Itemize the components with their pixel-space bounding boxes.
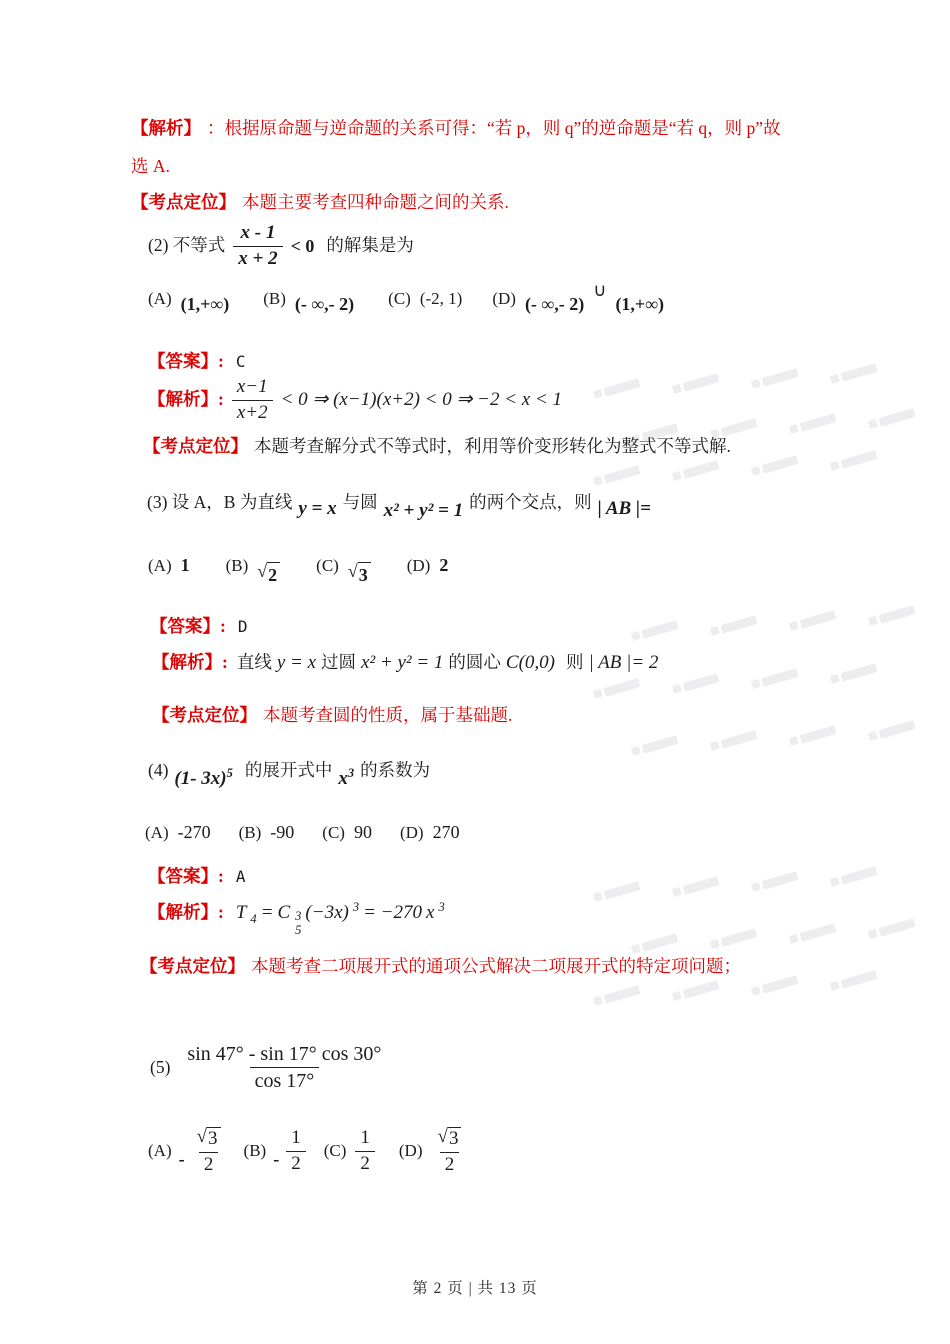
q4-options bbox=[145, 820, 460, 845]
analysis-tag: 【解析】 bbox=[131, 118, 201, 138]
option-a: (A) 1 bbox=[148, 555, 190, 575]
q3-answer-line bbox=[150, 615, 247, 639]
analysis-tag: 【解析】: bbox=[152, 652, 228, 672]
q4-stem-tail: 的系数为 bbox=[360, 760, 431, 780]
q4-stem-no: (4) bbox=[148, 760, 169, 780]
answer-tag: 【答案】: bbox=[148, 866, 224, 886]
q4-keypoint-line bbox=[140, 955, 741, 979]
keypoint-tag: 【考点定位】 bbox=[131, 192, 236, 212]
option-d: (D) (- ∞,- 2) ∪ (1,+∞) bbox=[492, 280, 665, 314]
q3-stem bbox=[147, 490, 651, 521]
option-b: (B) (- ∞,- 2) bbox=[263, 289, 355, 314]
answer-tag: 【答案】: bbox=[150, 616, 226, 636]
q2-stem-tail: 的解集是为 bbox=[326, 235, 414, 256]
fraction: $\frac{1}{2}$ bbox=[355, 1127, 375, 1176]
q2-stem-fraction: $\frac{x - 1}{x + 2}$ bbox=[233, 222, 282, 271]
q3-stem-math1: y = x bbox=[298, 498, 337, 519]
option-c: (C) (-2, 1) bbox=[388, 289, 463, 308]
sqrt-expression: √ 3 bbox=[348, 562, 371, 587]
keypoint-tag: 【考点定位】 bbox=[152, 705, 257, 725]
fraction: $\frac{1}{2}$ bbox=[286, 1127, 306, 1176]
q3-analysis-math2: x² + y² = 1 bbox=[361, 652, 444, 673]
q5-stem bbox=[150, 1042, 386, 1093]
q4-answer-line bbox=[148, 865, 245, 889]
radical-sign: √ bbox=[437, 1126, 448, 1147]
q3-options bbox=[148, 553, 449, 585]
option-b: (B) √ 2 bbox=[226, 555, 281, 581]
radical-sign: √ bbox=[257, 561, 268, 581]
keypoint-tag: 【考点定位】 bbox=[143, 436, 248, 456]
q4-stem-mid: 的展开式中 bbox=[244, 760, 333, 780]
option-a: (A) -270 bbox=[145, 822, 211, 842]
q2-stem-pre: (2) 不等式 bbox=[148, 235, 226, 256]
q2-stem-relation: < 0 bbox=[290, 236, 315, 257]
q2-analysis-fraction: $\frac{x-1}{x+2}$ bbox=[232, 376, 273, 425]
q1-keypoint-text: 本题主要考查四种命题之间的关系. bbox=[242, 192, 509, 212]
q4-stem bbox=[148, 758, 431, 789]
q4-keypoint-text: 本题考查二项展开式的通项公式解决二项展开式的特定项问题； bbox=[251, 956, 741, 976]
analysis-tag: 【解析】: bbox=[148, 389, 224, 410]
option-c: (C) $\frac{1}{2}$ bbox=[324, 1127, 375, 1176]
q4-stem-math1: (1- 3x)$^5$ bbox=[174, 766, 233, 789]
q3-keypoint-text: 本题考查圆的性质，属于基础题. bbox=[263, 705, 513, 725]
sqrt-expression: √ 2 bbox=[257, 562, 280, 587]
q3-keypoint-line bbox=[152, 704, 512, 728]
q4-analysis-line: 【解析】: T 4 = C 3 5 (−3x) 3 = −270 x 3 bbox=[148, 900, 445, 937]
union-symbol: ∪ bbox=[593, 280, 607, 300]
subscript: 4 bbox=[250, 912, 257, 926]
q2-analysis-line bbox=[148, 376, 562, 425]
exponent: 3 bbox=[347, 766, 355, 780]
q5-stem-no: (5) bbox=[150, 1056, 171, 1077]
q1-analysis-line2 bbox=[131, 155, 170, 179]
q3-answer-value: D bbox=[237, 617, 248, 636]
q3-analysis-math4: | AB |= 2 bbox=[588, 652, 659, 673]
sqrt-expression: √ 3 bbox=[197, 1127, 221, 1151]
option-a: (A) - √ 3 2 bbox=[148, 1126, 226, 1177]
q2-stem bbox=[148, 222, 414, 271]
q4-stem-math2: $x^3$ bbox=[338, 766, 355, 789]
fraction: √ 3 2 bbox=[433, 1126, 467, 1177]
option-b: (B) -90 bbox=[238, 822, 295, 842]
option-d: (D) √ 3 2 bbox=[399, 1126, 467, 1177]
q3-stem-pre: (3) 设 A，B 为直线 bbox=[147, 492, 293, 512]
q3-stem-math2: x² + y² = 1 bbox=[383, 500, 464, 521]
page-number-footer: 第 2 页 | 共 13 页 bbox=[412, 1280, 538, 1297]
q3-analysis-math3: C(0,0) bbox=[505, 652, 555, 673]
q1-analysis-line1 bbox=[131, 117, 781, 141]
q2-answer-line bbox=[148, 350, 245, 374]
radical-sign: √ bbox=[196, 1126, 208, 1147]
option-a: (A) (1,+∞) bbox=[148, 289, 230, 314]
q3-analysis-math1: y = x bbox=[276, 652, 317, 673]
sqrt-expression: √ 3 bbox=[438, 1127, 462, 1151]
minus-sign: - bbox=[178, 1149, 185, 1170]
fraction: √ 3 2 bbox=[192, 1126, 226, 1177]
q2-answer-value: C bbox=[235, 352, 246, 371]
q5-options bbox=[148, 1126, 466, 1177]
analysis-tag: 【解析】: bbox=[148, 902, 224, 922]
option-c: (C) 90 bbox=[322, 822, 372, 842]
q2-options bbox=[148, 280, 665, 314]
keypoint-tag: 【考点定位】 bbox=[140, 956, 245, 976]
answer-tag: 【答案】: bbox=[148, 351, 224, 371]
q5-stem-fraction: $\frac{\sin 47^\circ - \sin 17^\circ \cos 30^\circ}{\cos 17^\circ}$ bbox=[187, 1043, 382, 1092]
q4-answer-value: A bbox=[235, 867, 246, 886]
q2-keypoint-line bbox=[143, 435, 731, 459]
option-d: (D) 270 bbox=[399, 822, 460, 842]
option-b: (B) - $\frac{1}{2}$ bbox=[244, 1127, 306, 1176]
q3-stem-mid2: 的两个交点，则 bbox=[469, 492, 592, 512]
q3-stem-mid1: 与圆 bbox=[342, 492, 378, 512]
q1-analysis-text2: 选 A. bbox=[131, 156, 170, 176]
option-d: (D) 2 bbox=[406, 555, 449, 575]
option-c: (C) √ 3 bbox=[316, 555, 371, 581]
q2-keypoint-text: 本题考查解分式不等式时，利用等价变形转化为整式不等式解. bbox=[254, 436, 731, 456]
q3-stem-math3: | AB |= bbox=[597, 498, 651, 519]
exponent: 5 bbox=[226, 766, 233, 780]
q3-analysis-line: 【解析】: 直线 y = x 过圆 x² + y² = 1 的圆心 C(0,0) 则 | AB |= 2 bbox=[152, 650, 658, 676]
q1-keypoint-line bbox=[131, 191, 509, 215]
exponent: 3 bbox=[438, 900, 445, 914]
q2-analysis-math: < 0 ⇒ (x−1)(x+2) < 0 ⇒ −2 < x < 1 bbox=[280, 389, 563, 411]
radical-sign: √ bbox=[347, 561, 358, 581]
q1-analysis-text: ：根据原命题与逆命题的关系可得：“若 p，则 q”的逆命题是“若 q，则 p”故 bbox=[207, 118, 781, 138]
binomial-coefficient-indices: 3 5 bbox=[295, 909, 302, 937]
minus-sign: - bbox=[273, 1149, 280, 1170]
exponent: 3 bbox=[352, 900, 360, 914]
